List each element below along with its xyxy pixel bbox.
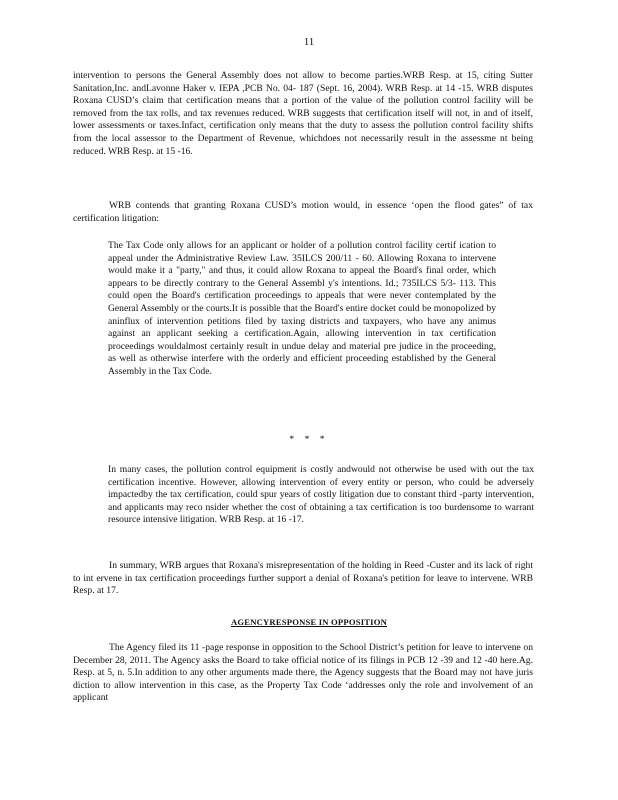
quote-text: In many cases, the pollution control equipment is costly andwould not otherwise be used with out the tax certification incentive. However, allowing intervention of every entity or person, who could be adversely impactedby the tax certification, could spur years of costly litigation due to constant third -party intervention, and applicants may reco nsider whether the cost of obtaining a tax certification is too burdensome to warrant resource intensive litigation. WRB Resp. at 16 -17. [108,464,534,526]
paragraph-agency-response [73,642,533,705]
block-quote-tax-code [108,240,496,379]
paragraph-summary [73,560,533,598]
heading-text: AGENCYRESPONSE IN OPPOSITION [230,617,388,627]
section-break-stars: * * * [289,434,329,445]
paragraph-text: In summary, WRB argues that Roxana's misrepresentation of the holding in Reed -Custer and its lack of right to int ervene in tax certification proceedings further support a denial of Roxana's petition for leave to intervene. WRB Resp. at 17. [73,560,533,597]
paragraph-wrb-contends [73,200,533,225]
paragraph-wrb-intervention [73,70,533,158]
paragraph-text: intervention to persons the General Assembly does not allow to become parties.WRB Resp. at 15, citing Sutter Sanitation,Inc. andLavonne Haker v. IEPA ,PCB No. 04- 187 (Sept. 16, 2004). WRB Resp. at 14 -15. WRB disputes Roxana CUSD’s claim that certification means that a portion of the value of the pollution control facility will be removed from the tax rolls, and tax revenues reduced. WRB suggests that certification itself will not, in and of itself, lower assessments or taxes.Infact, certification only means that the duty to assess the pollution control facility shifts from the local assessor to the Department of Revenue, whichdoes not necessarily result in the assessme nt being reduced. WRB Resp. at 15 -16. [73,70,533,157]
quote-text: The Tax Code only allows for an applicant or holder of a pollution control facility certif ication to appeal under the Administrative Review Law. 35ILCS 200/11 - 60. Allowing Roxana to intervene would make it a "party," and thus, it could allow Roxana to appeal the Board's final order, which appears to be directly contrary to the General Assembl y's intentions. Id.; 735ILCS 5/3- 113. This could open the Board's certification proceedings to appeals that were never contemplated by the General Assembly or the courts.It is possible that the Board's entire docket could be monopolized by aninflux of intervention petitions filed by taxing districts and taxpayers, who have any animus against an applicant seeking a certification.Again, allowing intervention in tax certification proceedings wouldalmost certainly result in undue delay and material pre judice in the proceeding, as well as otherwise interfere with the orderly and efficient proceeding established by the General Assembly in the Tax Code. [108,240,496,377]
section-heading [0,617,618,627]
block-quote-costly-equipment [108,464,534,527]
paragraph-text: WRB contends that granting Roxana CUSD’s motion would, in essence ‘open the flood gates” of tax certification litigation: [73,200,533,224]
paragraph-text: The Agency filed its 11 -page response in opposition to the School District’s petition for leave to intervene on December 28, 2011. The Agency asks the Board to take official notice of its filings in PCB 12 -39 and 12 -40 here.Ag. Resp. at 5, n. 5.In addition to any other arguments made there, the Agency suggests that the Board may not have juris diction to allow intervention in this case, as the Property Tax Code ‘addresses only the role and involvement of an applicant [73,642,533,704]
page-number: 11 [303,36,315,48]
